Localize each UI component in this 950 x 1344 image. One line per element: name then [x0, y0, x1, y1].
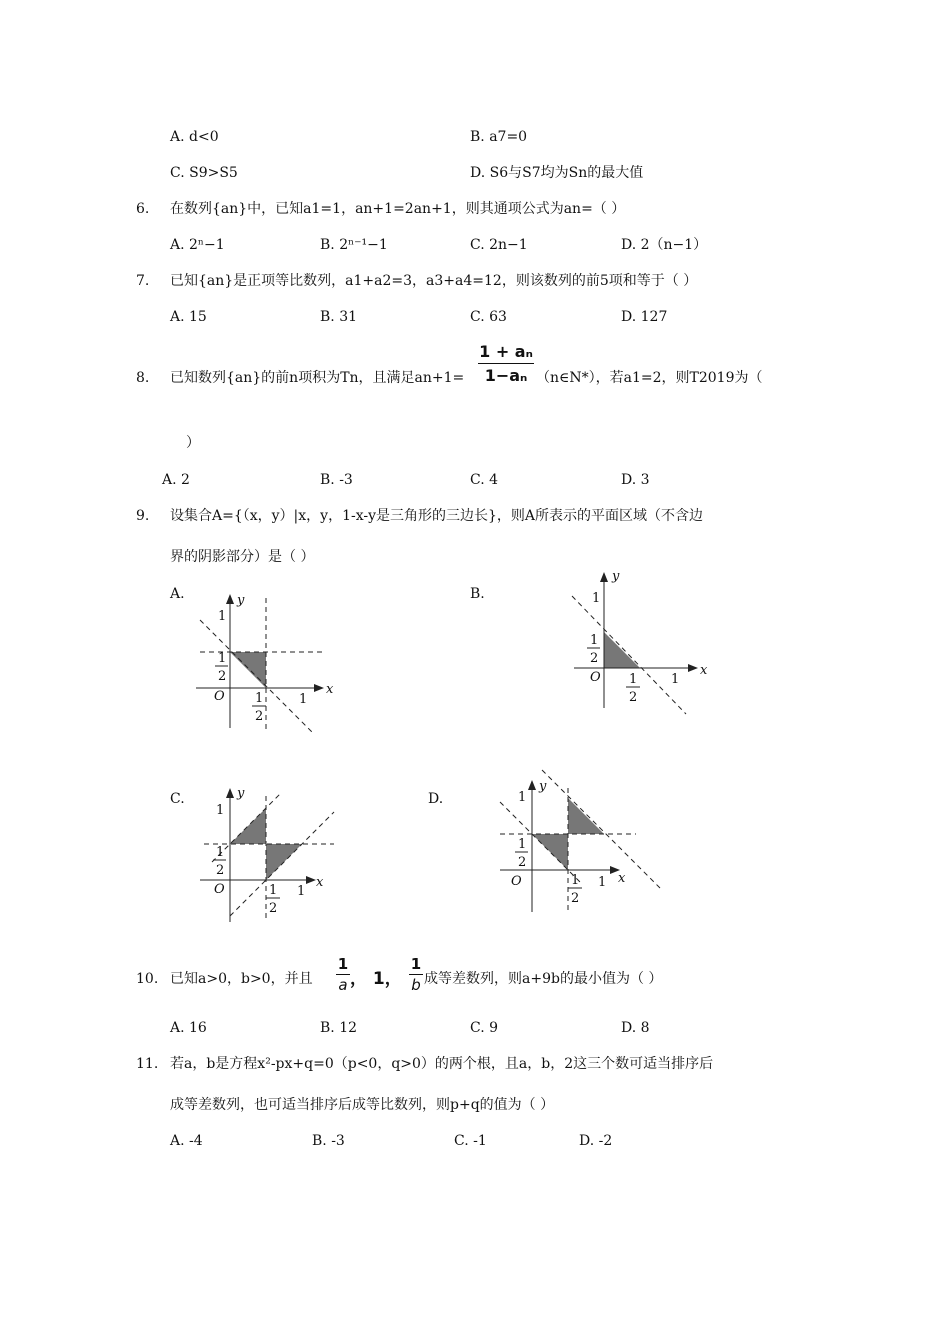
- q5-option-d: D. S6与S7均为Sn的最大值: [470, 165, 644, 181]
- graph-a-x-one: 1: [299, 692, 308, 707]
- q9-line1: 设集合A={（x，y）|x，y，1-x-y是三角形的三边长}，则A所表示的平面区域（不含边: [170, 508, 704, 524]
- q8-text-after: （n∈N*），若a1=2，则T2019为（: [536, 370, 763, 386]
- graph-c-y-label: y: [237, 786, 245, 801]
- graph-c-shaded-region-1: [230, 808, 266, 844]
- graph-a-y-one: 1: [218, 609, 227, 624]
- graph-d-shaded-region-1: [532, 834, 568, 870]
- graph-b-x-one: 1: [671, 672, 680, 687]
- graph-c-y-half-den: 2: [216, 863, 225, 878]
- graph-b-x-label: x: [700, 663, 708, 678]
- q8-option-a: A. 2: [162, 472, 190, 488]
- q10-fraction-2-den: b: [411, 976, 421, 994]
- q11-option-b: B. -3: [312, 1133, 345, 1149]
- q5-option-a: A. d<0: [170, 129, 219, 145]
- graph-b-shaded-region: [604, 632, 640, 668]
- q10-fraction-1-num: 1: [337, 955, 349, 973]
- graph-d-y-half-num: 1: [518, 837, 527, 852]
- q6-text: 在数列{an}中，已知a1=1，an+1=2an+1，则其通项公式为an=（ ）: [170, 201, 626, 217]
- graph-d-x-half-den: 2: [571, 891, 580, 906]
- graph-b-y-half-den: 2: [590, 651, 599, 666]
- q8-option-c: C. 4: [470, 472, 499, 488]
- q11-line2: 成等差数列，也可适当排序后成等比数列，则p+q的值为（ ）: [170, 1097, 555, 1113]
- graph-a: [196, 593, 334, 732]
- q10-fraction-2-num: 1: [410, 955, 422, 973]
- q8-text-before: 已知数列{an}的前n项积为Tn，且满足an+1=: [170, 370, 465, 386]
- q10-fraction-1: [336, 955, 350, 994]
- q7-text: 已知{an}是正项等比数列，a1+a2=3，a3+a4=12，则该数列的前5项和等于（ ）: [170, 273, 698, 289]
- q11-number: 11.: [136, 1056, 159, 1072]
- graph-d-y-one: 1: [518, 790, 527, 805]
- q10-option-c: C. 9: [470, 1020, 499, 1036]
- graph-c-x-label: x: [316, 875, 324, 890]
- q8-text-cont: ）: [186, 435, 200, 451]
- q10-fraction-1-den: a: [338, 976, 348, 994]
- q9-label-c: C.: [170, 791, 185, 807]
- q6-option-c: C. 2n−1: [470, 237, 528, 253]
- q7-option-a: A. 15: [170, 309, 207, 325]
- q11-option-d: D. -2: [579, 1133, 613, 1149]
- q11-option-c: C. -1: [454, 1133, 487, 1149]
- q10-option-d: D. 8: [621, 1020, 650, 1036]
- graph-b-y-half-num: 1: [590, 633, 599, 648]
- q9-label-b: B.: [470, 586, 485, 602]
- graph-c-dashed-diag-2: [230, 812, 334, 916]
- graph-a-y-label: y: [237, 593, 245, 608]
- q10-text-before: 已知a>0，b>0，并且: [170, 971, 313, 987]
- q5-option-b: B. a7=0: [470, 129, 528, 145]
- q9-line2: 界的阴影部分）是（ ）: [170, 549, 315, 565]
- q10-option-a: A. 16: [170, 1020, 207, 1036]
- graph-d: [500, 770, 660, 912]
- graph-d-x-half-num: 1: [571, 873, 580, 888]
- graph-d-shaded-region-2: [568, 798, 604, 834]
- graph-b-origin: O: [590, 670, 601, 685]
- q11-line1: 若a，b是方程x²-px+q=0（p<0，q>0）的两个根，且a，b，2这三个数可适当排序后: [170, 1056, 714, 1072]
- q6-option-a: A. 2ⁿ−1: [170, 237, 225, 253]
- graph-a-y-half-num: 1: [218, 651, 227, 666]
- graph-b-y-one: 1: [592, 591, 601, 606]
- graph-a-origin: O: [214, 689, 225, 704]
- q10-number: 10.: [136, 971, 159, 987]
- q10-text-after: 成等差数列，则a+9b的最小值为（ ）: [424, 971, 663, 987]
- q10-fraction-2: [409, 955, 423, 994]
- graph-c-origin: O: [214, 882, 225, 897]
- q7-number: 7.: [136, 273, 150, 289]
- q7-option-c: C. 63: [470, 309, 507, 325]
- q11-option-a: A. -4: [170, 1133, 203, 1149]
- q10-option-b: B. 12: [320, 1020, 358, 1036]
- graph-a-shaded-region: [230, 652, 266, 688]
- graph-c-x-half-den: 2: [269, 901, 278, 916]
- graph-c-y-one: 1: [216, 803, 225, 818]
- graph-d-x-one: 1: [598, 875, 607, 890]
- q8-fraction-numerator: 1 + aₙ: [479, 342, 533, 361]
- graph-c: [200, 786, 334, 922]
- q9-label-a: A.: [170, 586, 185, 602]
- q8-number: 8.: [136, 370, 150, 386]
- graph-b-y-label: y: [612, 569, 620, 584]
- q8-fraction-denominator: 1−aₙ: [484, 366, 528, 385]
- q5-option-c: C. S9>S5: [170, 165, 238, 181]
- q8-option-d: D. 3: [621, 472, 650, 488]
- q6-number: 6.: [136, 201, 150, 217]
- graph-b-x-half-den: 2: [629, 690, 638, 705]
- graph-b: [572, 569, 708, 714]
- graph-a-x-half-den: 2: [255, 709, 264, 724]
- graph-d-y-label: y: [539, 779, 547, 794]
- graph-c-x-half-num: 1: [269, 883, 278, 898]
- q9-label-d: D.: [428, 791, 444, 807]
- graph-a-y-half-den: 2: [218, 669, 227, 684]
- q8-option-b: B. -3: [320, 472, 353, 488]
- q6-option-b: B. 2ⁿ⁻¹−1: [320, 237, 388, 253]
- graph-b-x-half-num: 1: [629, 672, 638, 687]
- q10-separator: ， 1，: [350, 969, 402, 989]
- q9-number: 9.: [136, 508, 150, 524]
- graph-c-y-half-num: 1: [216, 845, 225, 860]
- graph-a-x-half-num: 1: [255, 691, 264, 706]
- graph-d-origin: O: [511, 874, 522, 889]
- graph-d-x-label: x: [618, 871, 626, 886]
- q6-option-d: D. 2（n−1）: [621, 237, 708, 253]
- graph-a-x-label: x: [326, 682, 334, 697]
- q7-option-d: D. 127: [621, 309, 668, 325]
- graph-d-y-half-den: 2: [518, 855, 527, 870]
- graph-c-x-one: 1: [297, 884, 306, 899]
- q7-option-b: B. 31: [320, 309, 358, 325]
